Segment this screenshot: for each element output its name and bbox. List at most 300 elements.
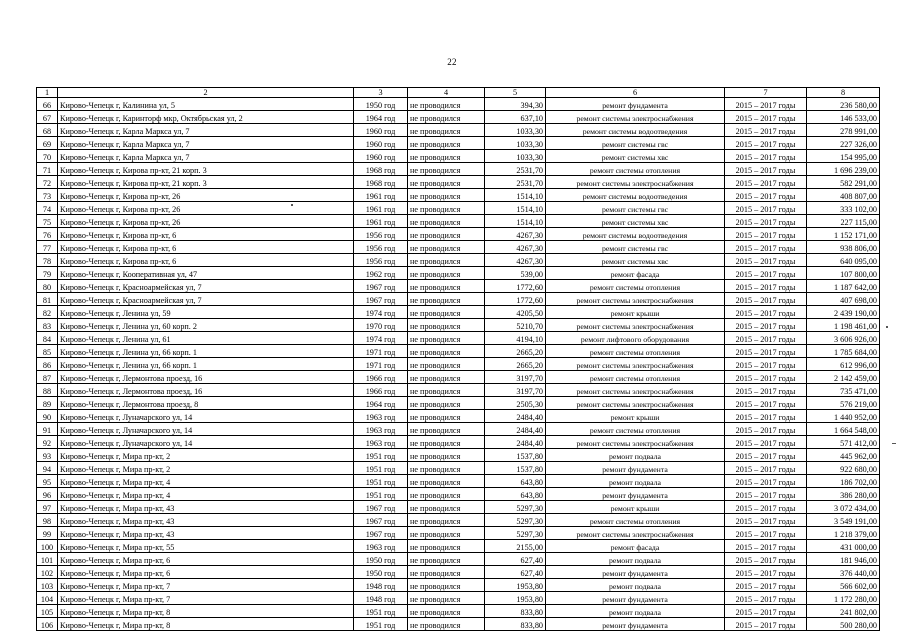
row-number: 89 bbox=[37, 397, 58, 410]
period-cell: 2015 – 2017 годы bbox=[725, 280, 807, 293]
header-col-6: 6 bbox=[546, 88, 725, 98]
row-number: 75 bbox=[37, 215, 58, 228]
work-type-cell: ремонт подвала bbox=[546, 579, 725, 592]
period-cell: 2015 – 2017 годы bbox=[725, 436, 807, 449]
cost-cell: 408 807,00 bbox=[807, 189, 880, 202]
address-cell: Кирово-Чепецк г, Каринторф мкр, Октябрьская ул, 2 bbox=[58, 111, 354, 124]
row-number: 93 bbox=[37, 449, 58, 462]
work-type-cell: ремонт системы электроснабжения bbox=[546, 397, 725, 410]
year-built-cell: 1971 год bbox=[354, 345, 408, 358]
area-cell: 4194,10 bbox=[485, 332, 546, 345]
period-cell: 2015 – 2017 годы bbox=[725, 98, 807, 111]
year-built-cell: 1971 год bbox=[354, 358, 408, 371]
year-built-cell: 1963 год bbox=[354, 540, 408, 553]
area-cell: 5297,30 bbox=[485, 527, 546, 540]
period-cell: 2015 – 2017 годы bbox=[725, 202, 807, 215]
address-cell: Кирово-Чепецк г, Красноармейская ул, 7 bbox=[58, 280, 354, 293]
period-cell: 2015 – 2017 годы bbox=[725, 579, 807, 592]
year-built-cell: 1967 год bbox=[354, 527, 408, 540]
period-cell: 2015 – 2017 годы bbox=[725, 124, 807, 137]
row-number: 69 bbox=[37, 137, 58, 150]
work-type-cell: ремонт системы электроснабжения bbox=[546, 384, 725, 397]
cost-cell: 1 218 379,00 bbox=[807, 527, 880, 540]
period-cell: 2015 – 2017 годы bbox=[725, 111, 807, 124]
area-cell: 627,40 bbox=[485, 566, 546, 579]
period-cell: 2015 – 2017 годы bbox=[725, 189, 807, 202]
address-cell: Кирово-Чепецк г, Мира пр-кт, 43 bbox=[58, 514, 354, 527]
period-cell: 2015 – 2017 годы bbox=[725, 371, 807, 384]
year-built-cell: 1948 год bbox=[354, 592, 408, 605]
header-col-1: 1 bbox=[37, 88, 58, 98]
area-cell: 5297,30 bbox=[485, 501, 546, 514]
last-repair-cell: не проводился bbox=[408, 163, 485, 176]
table-row bbox=[37, 436, 880, 449]
work-type-cell: ремонт системы отопления bbox=[546, 423, 725, 436]
address-cell: Кирово-Чепецк г, Красноармейская ул, 7 bbox=[58, 293, 354, 306]
row-number: 103 bbox=[37, 579, 58, 592]
last-repair-cell: не проводился bbox=[408, 579, 485, 592]
address-cell: Кирово-Чепецк г, Лермонтова проезд, 16 bbox=[58, 384, 354, 397]
area-cell: 3197,70 bbox=[485, 371, 546, 384]
area-cell: 2531,70 bbox=[485, 163, 546, 176]
last-repair-cell: не проводился bbox=[408, 137, 485, 150]
address-cell: Кирово-Чепецк г, Ленина ул, 60 корп. 2 bbox=[58, 319, 354, 332]
period-cell: 2015 – 2017 годы bbox=[725, 488, 807, 501]
period-cell: 2015 – 2017 годы bbox=[725, 137, 807, 150]
row-number: 94 bbox=[37, 462, 58, 475]
table-row bbox=[37, 592, 880, 605]
year-built-cell: 1963 год bbox=[354, 423, 408, 436]
cost-cell: 1 172 280,00 bbox=[807, 592, 880, 605]
last-repair-cell: не проводился bbox=[408, 423, 485, 436]
table-row bbox=[37, 553, 880, 566]
last-repair-cell: не проводился bbox=[408, 449, 485, 462]
last-repair-cell: не проводился bbox=[408, 384, 485, 397]
header-col-2: 2 bbox=[58, 88, 354, 98]
table-row bbox=[37, 150, 880, 163]
page-number: 22 bbox=[447, 57, 457, 67]
year-built-cell: 1951 год bbox=[354, 449, 408, 462]
work-type-cell: ремонт фундамента bbox=[546, 98, 725, 111]
header-col-8: 8 bbox=[807, 88, 880, 98]
header-col-5: 5 bbox=[485, 88, 546, 98]
area-cell: 643,80 bbox=[485, 488, 546, 501]
last-repair-cell: не проводился bbox=[408, 228, 485, 241]
work-type-cell: ремонт системы хвс bbox=[546, 254, 725, 267]
year-built-cell: 1970 год bbox=[354, 319, 408, 332]
work-type-cell: ремонт подвала bbox=[546, 475, 725, 488]
period-cell: 2015 – 2017 годы bbox=[725, 384, 807, 397]
year-built-cell: 1960 год bbox=[354, 137, 408, 150]
cost-cell: 431 000,00 bbox=[807, 540, 880, 553]
row-number: 99 bbox=[37, 527, 58, 540]
cost-cell: 582 291,00 bbox=[807, 176, 880, 189]
row-number: 100 bbox=[37, 540, 58, 553]
cost-cell: 3 072 434,00 bbox=[807, 501, 880, 514]
cost-cell: 612 996,00 bbox=[807, 358, 880, 371]
cost-cell: 236 580,00 bbox=[807, 98, 880, 111]
row-number: 67 bbox=[37, 111, 58, 124]
cost-cell: 640 095,00 bbox=[807, 254, 880, 267]
year-built-cell: 1961 год bbox=[354, 202, 408, 215]
cost-cell: 1 696 239,00 bbox=[807, 163, 880, 176]
period-cell: 2015 – 2017 годы bbox=[725, 293, 807, 306]
cost-cell: 735 471,00 bbox=[807, 384, 880, 397]
work-type-cell: ремонт системы гвс bbox=[546, 241, 725, 254]
work-type-cell: ремонт системы водоотведения bbox=[546, 228, 725, 241]
address-cell: Кирово-Чепецк г, Кирова пр-кт, 21 корп. 3 bbox=[58, 163, 354, 176]
last-repair-cell: не проводился bbox=[408, 202, 485, 215]
work-type-cell: ремонт системы отопления bbox=[546, 514, 725, 527]
period-cell: 2015 – 2017 годы bbox=[725, 267, 807, 280]
row-number: 97 bbox=[37, 501, 58, 514]
cost-cell: 146 533,00 bbox=[807, 111, 880, 124]
table-row bbox=[37, 319, 880, 332]
work-type-cell: ремонт фундамента bbox=[546, 618, 725, 631]
table-row bbox=[37, 98, 880, 111]
area-cell: 2484,40 bbox=[485, 423, 546, 436]
last-repair-cell: не проводился bbox=[408, 306, 485, 319]
year-built-cell: 1951 год bbox=[354, 618, 408, 631]
repair-register-table bbox=[36, 87, 880, 631]
work-type-cell: ремонт системы электроснабжения bbox=[546, 293, 725, 306]
row-number: 74 bbox=[37, 202, 58, 215]
row-number: 77 bbox=[37, 241, 58, 254]
work-type-cell: ремонт фасада bbox=[546, 540, 725, 553]
year-built-cell: 1960 год bbox=[354, 124, 408, 137]
address-cell: Кирово-Чепецк г, Мира пр-кт, 6 bbox=[58, 553, 354, 566]
last-repair-cell: не проводился bbox=[408, 540, 485, 553]
area-cell: 627,40 bbox=[485, 553, 546, 566]
address-cell: Кирово-Чепецк г, Мира пр-кт, 43 bbox=[58, 527, 354, 540]
address-cell: Кирово-Чепецк г, Калинина ул, 5 bbox=[58, 98, 354, 111]
last-repair-cell: не проводился bbox=[408, 436, 485, 449]
year-built-cell: 1950 год bbox=[354, 553, 408, 566]
year-built-cell: 1961 год bbox=[354, 215, 408, 228]
cost-cell: 1 152 171,00 bbox=[807, 228, 880, 241]
row-number: 73 bbox=[37, 189, 58, 202]
address-cell: Кирово-Чепецк г, Ленина ул, 61 bbox=[58, 332, 354, 345]
cost-cell: 922 680,00 bbox=[807, 462, 880, 475]
table-row bbox=[37, 280, 880, 293]
header-col-3: 3 bbox=[354, 88, 408, 98]
row-number: 104 bbox=[37, 592, 58, 605]
last-repair-cell: не проводился bbox=[408, 150, 485, 163]
address-cell: Кирово-Чепецк г, Мира пр-кт, 6 bbox=[58, 566, 354, 579]
work-type-cell: ремонт системы отопления bbox=[546, 280, 725, 293]
cost-cell: 500 280,00 bbox=[807, 618, 880, 631]
table-row bbox=[37, 241, 880, 254]
address-cell: Кирово-Чепецк г, Мира пр-кт, 43 bbox=[58, 501, 354, 514]
year-built-cell: 1967 год bbox=[354, 280, 408, 293]
work-type-cell: ремонт лифтового оборудования bbox=[546, 332, 725, 345]
period-cell: 2015 – 2017 годы bbox=[725, 319, 807, 332]
last-repair-cell: не проводился bbox=[408, 358, 485, 371]
period-cell: 2015 – 2017 годы bbox=[725, 176, 807, 189]
work-type-cell: ремонт фасада bbox=[546, 267, 725, 280]
table-body bbox=[37, 98, 880, 631]
table-row bbox=[37, 358, 880, 371]
table-row bbox=[37, 124, 880, 137]
cost-cell: 386 280,00 bbox=[807, 488, 880, 501]
address-cell: Кирово-Чепецк г, Мира пр-кт, 55 bbox=[58, 540, 354, 553]
table-row bbox=[37, 137, 880, 150]
address-cell: Кирово-Чепецк г, Мира пр-кт, 2 bbox=[58, 462, 354, 475]
cost-cell: 227 115,00 bbox=[807, 215, 880, 228]
header-row bbox=[37, 88, 880, 98]
work-type-cell: ремонт фундамента bbox=[546, 592, 725, 605]
row-number: 71 bbox=[37, 163, 58, 176]
cost-cell: 566 602,00 bbox=[807, 579, 880, 592]
area-cell: 1033,30 bbox=[485, 137, 546, 150]
work-type-cell: ремонт системы хвс bbox=[546, 215, 725, 228]
period-cell: 2015 – 2017 годы bbox=[725, 514, 807, 527]
last-repair-cell: не проводился bbox=[408, 215, 485, 228]
area-cell: 1953,80 bbox=[485, 579, 546, 592]
area-cell: 4205,50 bbox=[485, 306, 546, 319]
area-cell: 833,80 bbox=[485, 618, 546, 631]
table-row bbox=[37, 423, 880, 436]
cost-cell: 571 412,00 bbox=[807, 436, 880, 449]
area-cell: 2484,40 bbox=[485, 436, 546, 449]
address-cell: Кирово-Чепецк г, Лермонтова проезд, 16 bbox=[58, 371, 354, 384]
year-built-cell: 1966 год bbox=[354, 384, 408, 397]
address-cell: Кирово-Чепецк г, Карла Маркса ул, 7 bbox=[58, 137, 354, 150]
year-built-cell: 1963 год bbox=[354, 436, 408, 449]
row-number: 85 bbox=[37, 345, 58, 358]
last-repair-cell: не проводился bbox=[408, 553, 485, 566]
table-row bbox=[37, 215, 880, 228]
year-built-cell: 1948 год bbox=[354, 579, 408, 592]
work-type-cell: ремонт системы гвс bbox=[546, 202, 725, 215]
address-cell: Кирово-Чепецк г, Кирова пр-кт, 6 bbox=[58, 241, 354, 254]
last-repair-cell: не проводился bbox=[408, 332, 485, 345]
table-row bbox=[37, 527, 880, 540]
area-cell: 833,80 bbox=[485, 605, 546, 618]
year-built-cell: 1967 год bbox=[354, 514, 408, 527]
period-cell: 2015 – 2017 годы bbox=[725, 540, 807, 553]
last-repair-cell: не проводился bbox=[408, 488, 485, 501]
cost-cell: 107 800,00 bbox=[807, 267, 880, 280]
table-row bbox=[37, 228, 880, 241]
last-repair-cell: не проводился bbox=[408, 319, 485, 332]
year-built-cell: 1967 год bbox=[354, 501, 408, 514]
table-row bbox=[37, 618, 880, 631]
address-cell: Кирово-Чепецк г, Мира пр-кт, 8 bbox=[58, 618, 354, 631]
last-repair-cell: не проводился bbox=[408, 176, 485, 189]
period-cell: 2015 – 2017 годы bbox=[725, 163, 807, 176]
work-type-cell: ремонт системы электроснабжения bbox=[546, 527, 725, 540]
last-repair-cell: не проводился bbox=[408, 501, 485, 514]
year-built-cell: 1966 год bbox=[354, 371, 408, 384]
year-built-cell: 1956 год bbox=[354, 241, 408, 254]
cost-cell: 1 440 952,00 bbox=[807, 410, 880, 423]
address-cell: Кирово-Чепецк г, Кирова пр-кт, 21 корп. 3 bbox=[58, 176, 354, 189]
row-number: 66 bbox=[37, 98, 58, 111]
year-built-cell: 1974 год bbox=[354, 306, 408, 319]
year-built-cell: 1950 год bbox=[354, 98, 408, 111]
row-number: 72 bbox=[37, 176, 58, 189]
period-cell: 2015 – 2017 годы bbox=[725, 423, 807, 436]
work-type-cell: ремонт системы хвс bbox=[546, 150, 725, 163]
area-cell: 1514,10 bbox=[485, 202, 546, 215]
table-row bbox=[37, 111, 880, 124]
work-type-cell: ремонт фундамента bbox=[546, 462, 725, 475]
row-number: 98 bbox=[37, 514, 58, 527]
area-cell: 1772,60 bbox=[485, 293, 546, 306]
address-cell: Кирово-Чепецк г, Мира пр-кт, 7 bbox=[58, 579, 354, 592]
address-cell: Кирово-Чепецк г, Ленина ул, 66 корп. 1 bbox=[58, 345, 354, 358]
table-row bbox=[37, 410, 880, 423]
period-cell: 2015 – 2017 годы bbox=[725, 462, 807, 475]
last-repair-cell: не проводился bbox=[408, 293, 485, 306]
row-number: 84 bbox=[37, 332, 58, 345]
work-type-cell: ремонт подвала bbox=[546, 605, 725, 618]
table-row bbox=[37, 579, 880, 592]
table-row bbox=[37, 254, 880, 267]
table-row bbox=[37, 397, 880, 410]
work-type-cell: ремонт системы электроснабжения bbox=[546, 319, 725, 332]
year-built-cell: 1964 год bbox=[354, 111, 408, 124]
work-type-cell: ремонт подвала bbox=[546, 553, 725, 566]
row-number: 83 bbox=[37, 319, 58, 332]
area-cell: 4267,30 bbox=[485, 254, 546, 267]
address-cell: Кирово-Чепецк г, Кирова пр-кт, 26 bbox=[58, 215, 354, 228]
last-repair-cell: не проводился bbox=[408, 475, 485, 488]
area-cell: 1953,80 bbox=[485, 592, 546, 605]
address-cell: Кирово-Чепецк г, Лермонтова проезд, 8 bbox=[58, 397, 354, 410]
work-type-cell: ремонт системы электроснабжения bbox=[546, 358, 725, 371]
row-number: 68 bbox=[37, 124, 58, 137]
row-number: 78 bbox=[37, 254, 58, 267]
table-row bbox=[37, 462, 880, 475]
work-type-cell: ремонт фундамента bbox=[546, 566, 725, 579]
last-repair-cell: не проводился bbox=[408, 592, 485, 605]
work-type-cell: ремонт фундамента bbox=[546, 488, 725, 501]
address-cell: Кирово-Чепецк г, Кооперативная ул, 47 bbox=[58, 267, 354, 280]
cost-cell: 2 439 190,00 bbox=[807, 306, 880, 319]
address-cell: Кирово-Чепецк г, Мира пр-кт, 4 bbox=[58, 488, 354, 501]
cost-cell: 376 440,00 bbox=[807, 566, 880, 579]
period-cell: 2015 – 2017 годы bbox=[725, 345, 807, 358]
table-row bbox=[37, 540, 880, 553]
period-cell: 2015 – 2017 годы bbox=[725, 410, 807, 423]
last-repair-cell: не проводился bbox=[408, 189, 485, 202]
last-repair-cell: не проводился bbox=[408, 410, 485, 423]
last-repair-cell: не проводился bbox=[408, 371, 485, 384]
last-repair-cell: не проводился bbox=[408, 566, 485, 579]
table-row bbox=[37, 475, 880, 488]
last-repair-cell: не проводился bbox=[408, 462, 485, 475]
address-cell: Кирово-Чепецк г, Ленина ул, 59 bbox=[58, 306, 354, 319]
year-built-cell: 1968 год bbox=[354, 163, 408, 176]
last-repair-cell: не проводился bbox=[408, 527, 485, 540]
work-type-cell: ремонт системы водоотведения bbox=[546, 189, 725, 202]
table-row bbox=[37, 163, 880, 176]
address-cell: Кирово-Чепецк г, Карла Маркса ул, 7 bbox=[58, 124, 354, 137]
work-type-cell: ремонт системы электроснабжения bbox=[546, 436, 725, 449]
cost-cell: 186 702,00 bbox=[807, 475, 880, 488]
cost-cell: 154 995,00 bbox=[807, 150, 880, 163]
area-cell: 1033,30 bbox=[485, 150, 546, 163]
period-cell: 2015 – 2017 годы bbox=[725, 566, 807, 579]
cost-cell: 181 946,00 bbox=[807, 553, 880, 566]
address-cell: Кирово-Чепецк г, Кирова пр-кт, 6 bbox=[58, 254, 354, 267]
header-col-7: 7 bbox=[725, 88, 807, 98]
table-row bbox=[37, 267, 880, 280]
cost-cell: 1 187 642,00 bbox=[807, 280, 880, 293]
row-number: 80 bbox=[37, 280, 58, 293]
period-cell: 2015 – 2017 годы bbox=[725, 527, 807, 540]
year-built-cell: 1951 год bbox=[354, 488, 408, 501]
year-built-cell: 1951 год bbox=[354, 605, 408, 618]
row-number: 81 bbox=[37, 293, 58, 306]
table-row bbox=[37, 514, 880, 527]
year-built-cell: 1974 год bbox=[354, 332, 408, 345]
year-built-cell: 1950 год bbox=[354, 566, 408, 579]
period-cell: 2015 – 2017 годы bbox=[725, 254, 807, 267]
work-type-cell: ремонт системы гвс bbox=[546, 137, 725, 150]
cost-cell: 3 549 191,00 bbox=[807, 514, 880, 527]
year-built-cell: 1956 год bbox=[354, 254, 408, 267]
year-built-cell: 1951 год bbox=[354, 475, 408, 488]
address-cell: Кирово-Чепецк г, Мира пр-кт, 2 bbox=[58, 449, 354, 462]
period-cell: 2015 – 2017 годы bbox=[725, 501, 807, 514]
area-cell: 5297,30 bbox=[485, 514, 546, 527]
last-repair-cell: не проводился bbox=[408, 605, 485, 618]
last-repair-cell: не проводился bbox=[408, 514, 485, 527]
table-row bbox=[37, 345, 880, 358]
row-number: 79 bbox=[37, 267, 58, 280]
area-cell: 4267,30 bbox=[485, 241, 546, 254]
period-cell: 2015 – 2017 годы bbox=[725, 215, 807, 228]
year-built-cell: 1964 год bbox=[354, 397, 408, 410]
year-built-cell: 1962 год bbox=[354, 267, 408, 280]
cost-cell: 407 698,00 bbox=[807, 293, 880, 306]
period-cell: 2015 – 2017 годы bbox=[725, 150, 807, 163]
year-built-cell: 1967 год bbox=[354, 293, 408, 306]
table-row bbox=[37, 566, 880, 579]
area-cell: 2665,20 bbox=[485, 358, 546, 371]
row-number: 101 bbox=[37, 553, 58, 566]
address-cell: Кирово-Чепецк г, Ленина ул, 66 корп. 1 bbox=[58, 358, 354, 371]
row-number: 88 bbox=[37, 384, 58, 397]
row-number: 102 bbox=[37, 566, 58, 579]
area-cell: 2484,40 bbox=[485, 410, 546, 423]
period-cell: 2015 – 2017 годы bbox=[725, 228, 807, 241]
address-cell: Кирово-Чепецк г, Карла Маркса ул, 7 bbox=[58, 150, 354, 163]
table-row bbox=[37, 306, 880, 319]
area-cell: 539,00 bbox=[485, 267, 546, 280]
row-number: 76 bbox=[37, 228, 58, 241]
work-type-cell: ремонт системы водоотведения bbox=[546, 124, 725, 137]
table-row bbox=[37, 449, 880, 462]
period-cell: 2015 – 2017 годы bbox=[725, 332, 807, 345]
scan-speck bbox=[892, 443, 896, 444]
area-cell: 4267,30 bbox=[485, 228, 546, 241]
area-cell: 2505,30 bbox=[485, 397, 546, 410]
area-cell: 3197,70 bbox=[485, 384, 546, 397]
area-cell: 2155,00 bbox=[485, 540, 546, 553]
table-row bbox=[37, 202, 880, 215]
row-number: 86 bbox=[37, 358, 58, 371]
row-number: 90 bbox=[37, 410, 58, 423]
period-cell: 2015 – 2017 годы bbox=[725, 592, 807, 605]
last-repair-cell: не проводился bbox=[408, 280, 485, 293]
work-type-cell: ремонт системы отопления bbox=[546, 371, 725, 384]
header-col-4: 4 bbox=[408, 88, 485, 98]
area-cell: 1033,30 bbox=[485, 124, 546, 137]
